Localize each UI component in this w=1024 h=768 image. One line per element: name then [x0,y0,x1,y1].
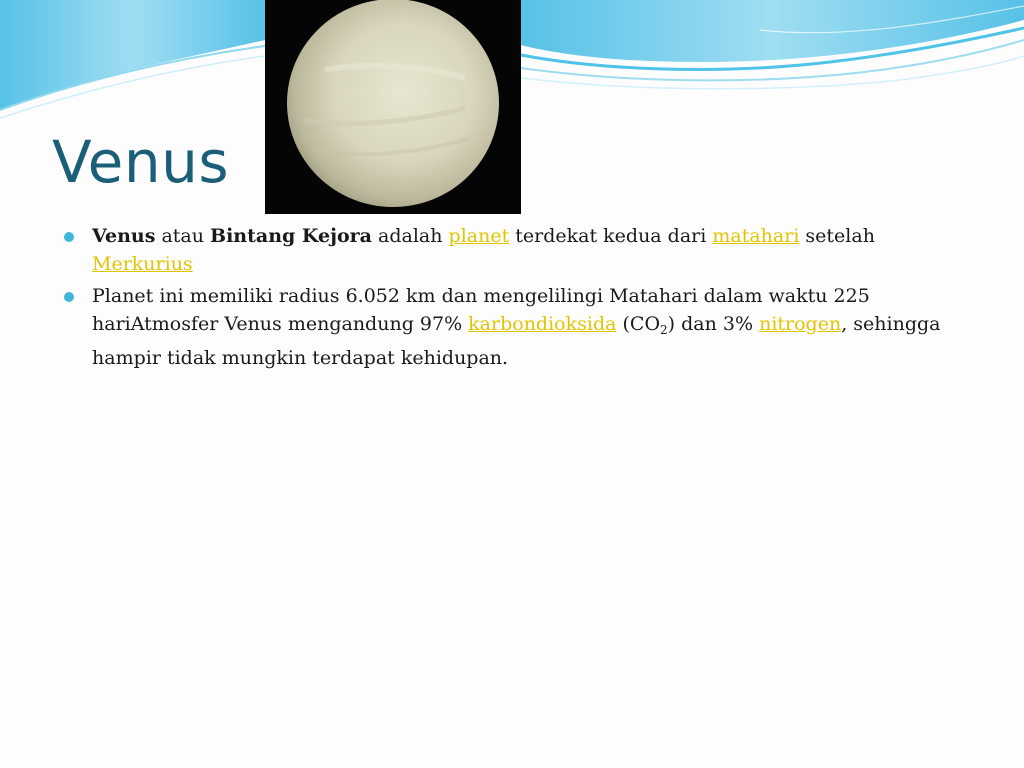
body-text: Planet ini memiliki radius 6.052 km dan mengelilingi Matahari dalam waktu 225 hariAtmosfer Venus mengandung 97% [92,285,870,335]
body-text: setelah [799,225,875,247]
body-text: , sehingga hampir tidak mungkin terdapat kehidupan. [92,313,941,369]
body-text: adalah [371,225,449,247]
link-merkurius[interactable]: Merkurius [92,253,193,275]
subscript: 2 [660,323,668,337]
bullet-icon [64,232,74,242]
list-item [64,222,964,278]
link-karbondioksida[interactable]: karbondioksida [468,313,617,335]
link-planet[interactable]: planet [448,225,510,247]
link-nitrogen[interactable]: nitrogen [759,313,842,335]
bullet-list [64,222,964,376]
venus-planet-image [265,0,521,214]
list-item [64,282,964,372]
bold-term: Bintang Kejora [210,225,372,247]
link-matahari[interactable]: matahari [712,225,800,247]
body-text: (CO [616,313,661,335]
body-text: atau [155,225,211,247]
bullet-icon [64,292,74,302]
body-text: terdekat kedua dari [509,225,713,247]
body-text: ) dan 3% [667,313,760,335]
slide-title: Venus [52,128,230,196]
bold-term: Venus [92,225,156,247]
wave-left [0,0,265,110]
